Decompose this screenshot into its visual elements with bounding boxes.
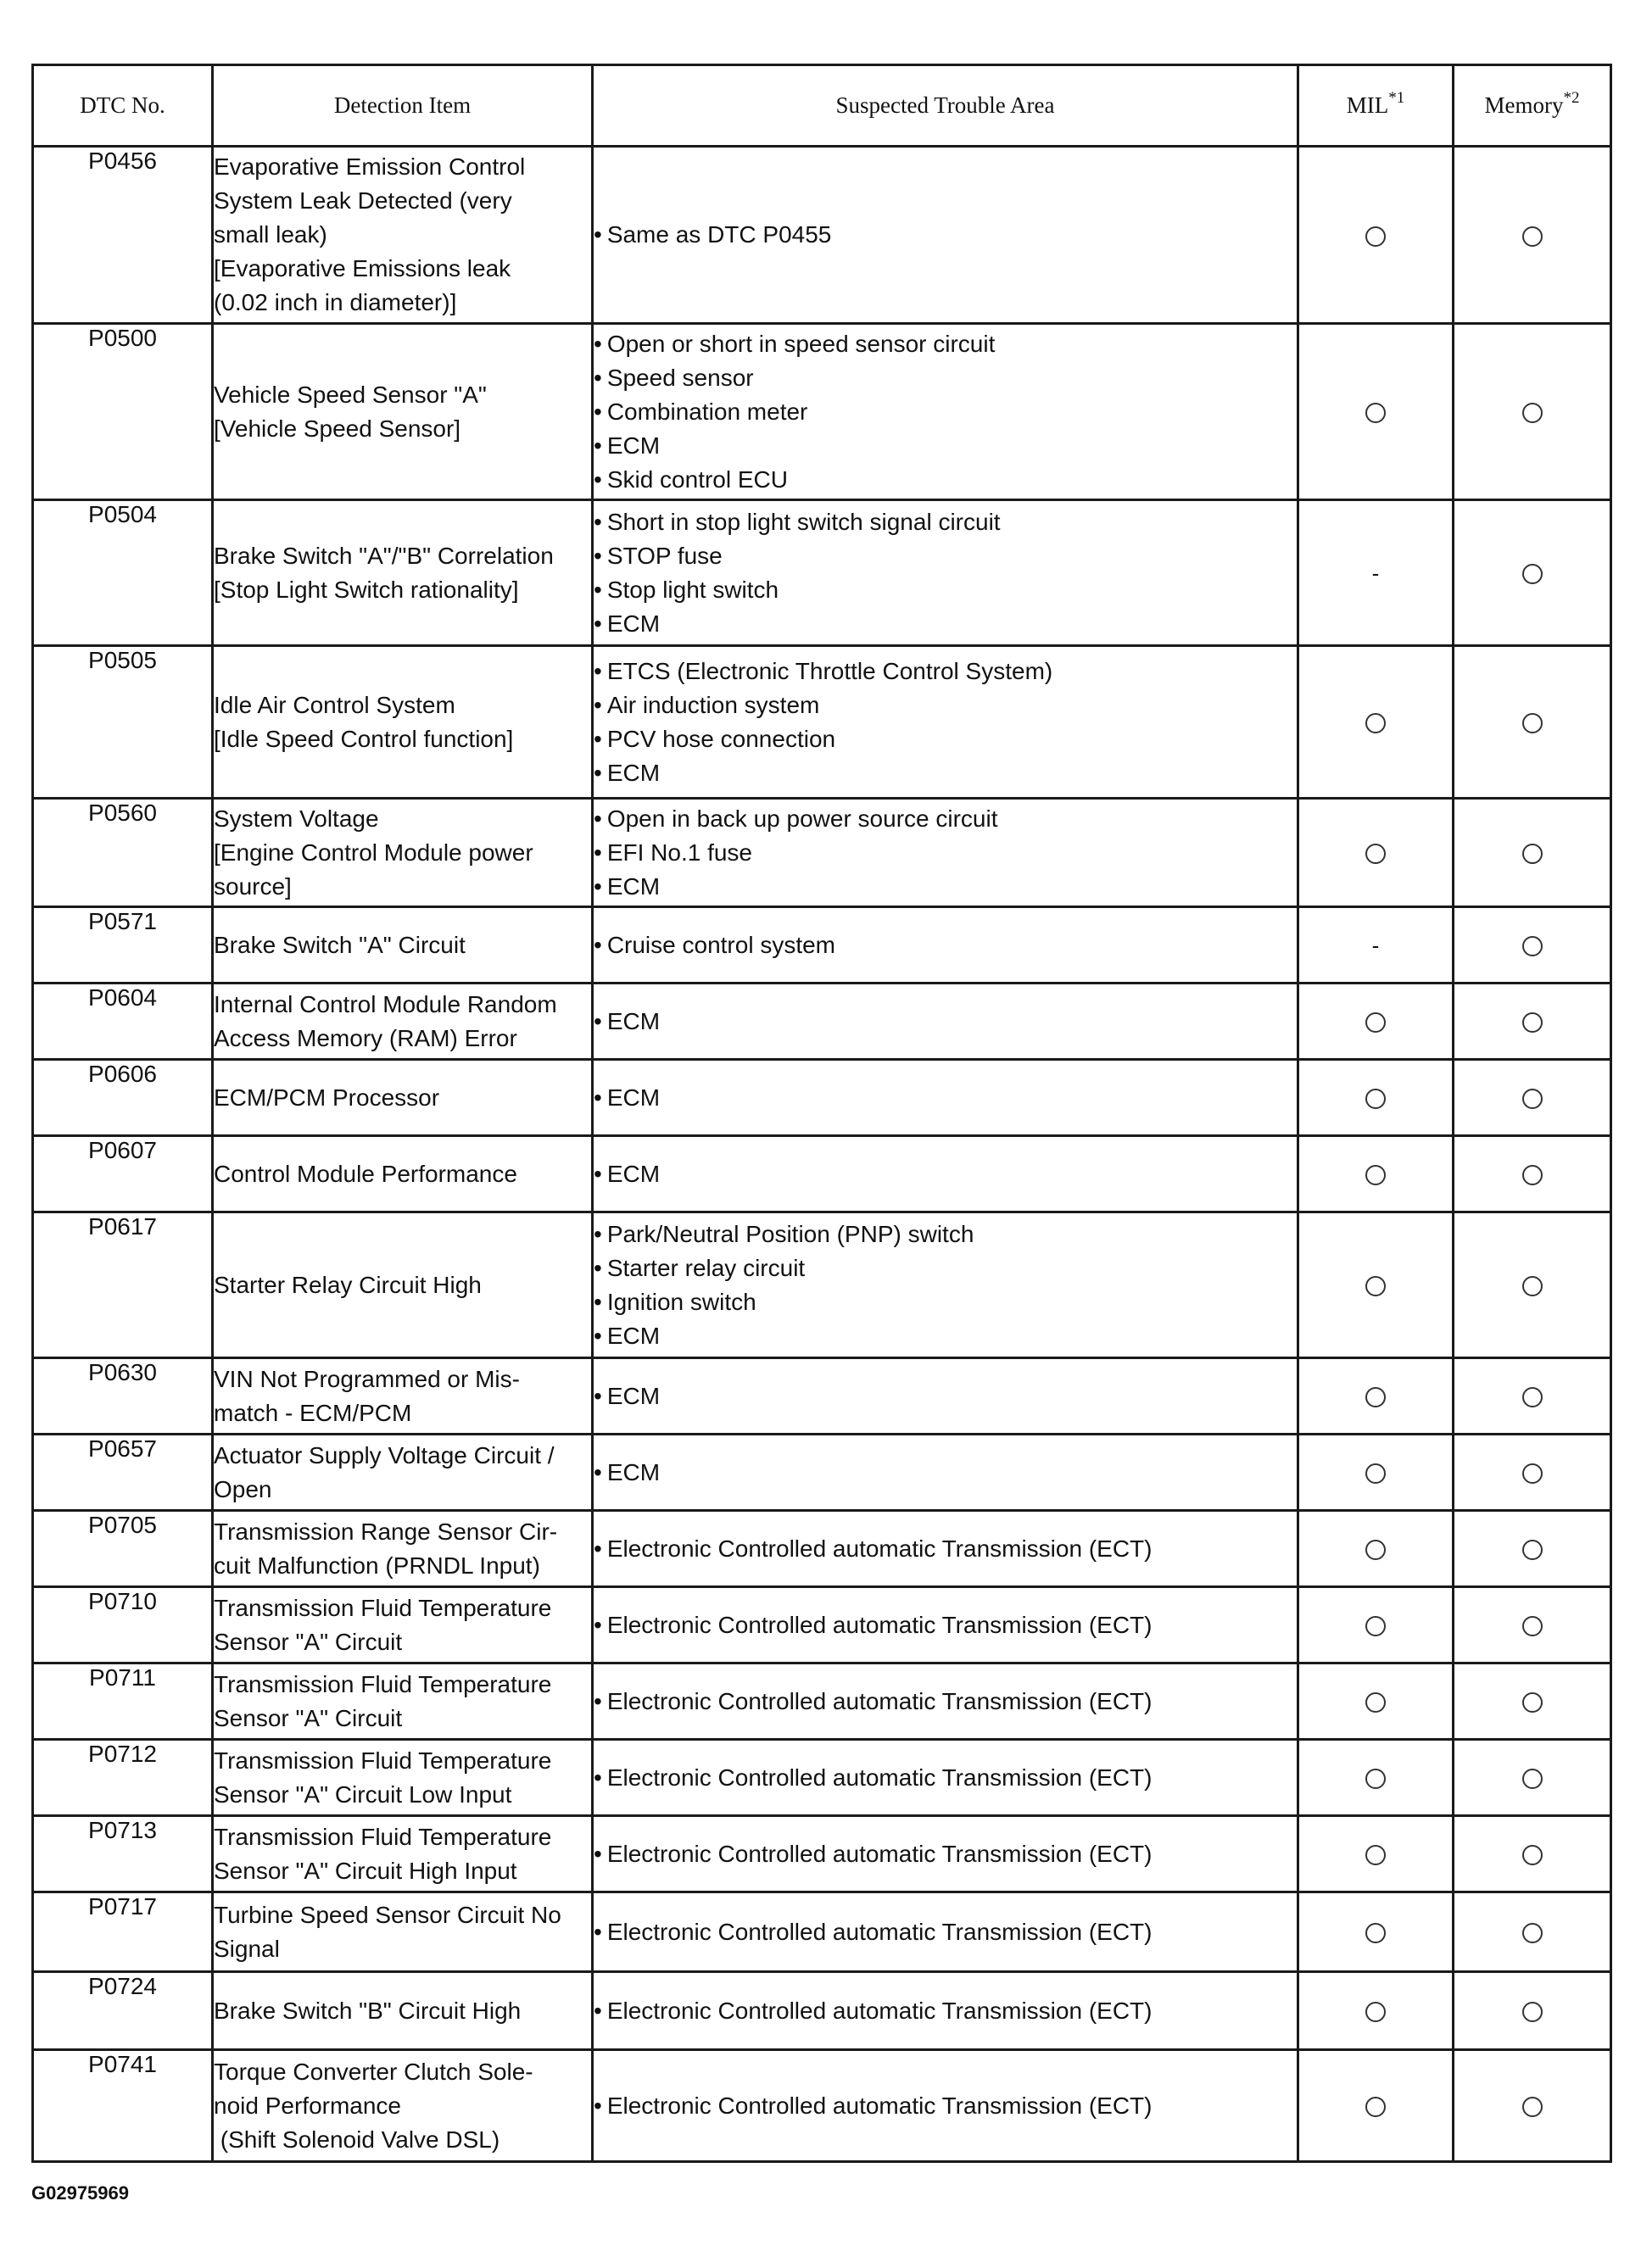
memory-indicator — [1454, 646, 1611, 799]
trouble-area-item: • Electronic Controlled automatic Transmission (ECT) — [594, 1532, 1297, 1566]
table-row — [33, 1358, 1611, 1435]
memory-indicator — [1454, 500, 1611, 646]
trouble-area-item: • Skid control ECU — [594, 463, 1297, 497]
memory-indicator — [1454, 1358, 1611, 1435]
mil-indicator — [1298, 2050, 1454, 2162]
mil-indicator — [1298, 1663, 1454, 1740]
dtc-table — [31, 64, 1612, 2163]
detection-line: Control Module Performance — [214, 1160, 517, 1187]
detection-item — [213, 1060, 593, 1136]
mil-indicator — [1298, 1435, 1454, 1511]
detection-line: Evaporative Emission Control — [214, 153, 526, 180]
trouble-area-item: • Cruise control system — [594, 928, 1297, 962]
detection-line: Open — [214, 1475, 272, 1502]
memory-indicator — [1454, 1972, 1611, 2050]
detection-item — [213, 1212, 593, 1358]
mil-indicator — [1298, 1740, 1454, 1816]
dtc-code: P0711 — [33, 1663, 213, 1740]
trouble-area-item: • Starter relay circuit — [594, 1251, 1297, 1285]
trouble-area-item: • Stop light switch — [594, 573, 1297, 607]
circle-mark-icon — [1522, 226, 1543, 247]
dtc-code: P0607 — [33, 1136, 213, 1212]
trouble-area-item: • Speed sensor — [594, 361, 1297, 395]
table-row — [33, 799, 1611, 907]
detection-line: Turbine Speed Sensor Circuit No — [214, 1901, 561, 1928]
circle-mark-icon — [1522, 1089, 1543, 1109]
circle-mark-icon — [1365, 2002, 1386, 2022]
detection-line: [Evaporative Emissions leak — [214, 255, 511, 281]
table-row — [33, 1587, 1611, 1663]
circle-mark-icon — [1365, 1923, 1386, 1943]
detection-item — [213, 1136, 593, 1212]
mil-indicator — [1298, 1816, 1454, 1892]
table-row — [33, 907, 1611, 984]
memory-footnote: *2 — [1563, 89, 1580, 107]
detection-item — [213, 1358, 593, 1435]
circle-mark-icon — [1522, 403, 1543, 423]
memory-indicator — [1454, 799, 1611, 907]
trouble-area-item: • Electronic Controlled automatic Transmission (ECT) — [594, 2089, 1297, 2123]
trouble-area-item: • Electronic Controlled automatic Transmission (ECT) — [594, 1761, 1297, 1795]
detection-item — [213, 1663, 593, 1740]
table-row — [33, 1435, 1611, 1511]
table-row — [33, 1892, 1611, 1972]
trouble-area-item: • Electronic Controlled automatic Transmission (ECT) — [594, 1994, 1297, 2028]
detection-line: noid Performance — [214, 2092, 402, 2119]
detection-line: (0.02 inch in diameter)] — [214, 289, 457, 315]
suspected-trouble-area — [593, 147, 1298, 324]
detection-item — [213, 1511, 593, 1587]
detection-line: Transmission Fluid Temperature — [214, 1670, 552, 1697]
circle-mark-icon — [1522, 1692, 1543, 1713]
circle-mark-icon — [1522, 936, 1543, 956]
suspected-trouble-area — [593, 984, 1298, 1060]
suspected-trouble-area — [593, 1740, 1298, 1816]
suspected-trouble-area — [593, 1212, 1298, 1358]
dtc-code: P0560 — [33, 799, 213, 907]
trouble-area-item: • Open in back up power source circuit — [594, 802, 1297, 836]
circle-mark-icon — [1365, 1463, 1386, 1484]
dtc-code: P0741 — [33, 2050, 213, 2162]
suspected-trouble-area — [593, 1060, 1298, 1136]
detection-line: Torque Converter Clutch Sole- — [214, 2058, 533, 2085]
mil-indicator — [1298, 1972, 1454, 2050]
table-row — [33, 2050, 1611, 2162]
mil-indicator — [1298, 1358, 1454, 1435]
mil-indicator — [1298, 1511, 1454, 1587]
trouble-area-item: • Electronic Controlled automatic Transmission (ECT) — [594, 1685, 1297, 1719]
detection-line: Starter Relay Circuit High — [214, 1271, 482, 1298]
detection-line: [Idle Speed Control function] — [214, 725, 514, 752]
trouble-area-item: • Combination meter — [594, 395, 1297, 429]
detection-line: Transmission Fluid Temperature — [214, 1747, 552, 1774]
suspected-trouble-area — [593, 1587, 1298, 1663]
suspected-trouble-area — [593, 1816, 1298, 1892]
table-row — [33, 500, 1611, 646]
detection-line: [Engine Control Module power — [214, 839, 533, 866]
circle-mark-icon — [1522, 1463, 1543, 1484]
circle-mark-icon — [1522, 1923, 1543, 1943]
circle-mark-icon — [1365, 1012, 1386, 1033]
circle-mark-icon — [1365, 1276, 1386, 1296]
dtc-code: P0456 — [33, 147, 213, 324]
dtc-code: P0504 — [33, 500, 213, 646]
detection-line: Transmission Fluid Temperature — [214, 1823, 552, 1850]
circle-mark-icon — [1522, 1616, 1543, 1636]
dash-mark: - — [1371, 932, 1380, 958]
memory-indicator — [1454, 324, 1611, 500]
memory-indicator — [1454, 1587, 1611, 1663]
detection-item — [213, 1816, 593, 1892]
figure-id: G02975969 — [31, 2182, 129, 2204]
mil-indicator — [1298, 1060, 1454, 1136]
dtc-code: P0630 — [33, 1358, 213, 1435]
trouble-area-item: • ECM — [594, 1319, 1297, 1353]
memory-indicator — [1454, 2050, 1611, 2162]
memory-indicator — [1454, 1816, 1611, 1892]
detection-line: System Leak Detected (very — [214, 187, 512, 214]
mil-indicator — [1298, 500, 1454, 646]
mil-footnote: *1 — [1388, 89, 1405, 107]
detection-item — [213, 799, 593, 907]
table-row — [33, 1740, 1611, 1816]
circle-mark-icon — [1365, 1089, 1386, 1109]
memory-indicator — [1454, 1892, 1611, 1972]
detection-item — [213, 2050, 593, 2162]
detection-line: VIN Not Programmed or Mis- — [214, 1365, 520, 1392]
dtc-code: P0604 — [33, 984, 213, 1060]
circle-mark-icon — [1522, 1276, 1543, 1296]
circle-mark-icon — [1522, 1387, 1543, 1407]
table-row — [33, 1972, 1611, 2050]
header-row — [33, 65, 1611, 147]
suspected-trouble-area — [593, 2050, 1298, 2162]
detection-line: Actuator Supply Voltage Circuit / — [214, 1441, 555, 1468]
detection-line: cuit Malfunction (PRNDL Input) — [214, 1552, 540, 1579]
detection-line: Brake Switch "A"/"B" Correlation — [214, 542, 554, 569]
circle-mark-icon — [1365, 1845, 1386, 1865]
circle-mark-icon — [1365, 713, 1386, 733]
dtc-code: P0617 — [33, 1212, 213, 1358]
mil-indicator — [1298, 1136, 1454, 1212]
detection-line: source] — [214, 872, 292, 900]
memory-indicator — [1454, 1060, 1611, 1136]
trouble-area-item: • Electronic Controlled automatic Transmission (ECT) — [594, 1837, 1297, 1871]
memory-indicator — [1454, 907, 1611, 984]
trouble-area-item: • Short in stop light switch signal circuit — [594, 505, 1297, 539]
circle-mark-icon — [1365, 1387, 1386, 1407]
circle-mark-icon — [1522, 564, 1543, 584]
circle-mark-icon — [1522, 844, 1543, 864]
trouble-area-item: • PCV hose connection — [594, 722, 1297, 756]
circle-mark-icon — [1522, 1540, 1543, 1560]
dtc-code: P0712 — [33, 1740, 213, 1816]
detection-line: Idle Air Control System — [214, 691, 455, 718]
mil-indicator — [1298, 799, 1454, 907]
circle-mark-icon — [1365, 1540, 1386, 1560]
trouble-area-item: • ECM — [594, 870, 1297, 904]
detection-line: Brake Switch "B" Circuit High — [214, 1997, 522, 2024]
circle-mark-icon — [1365, 1165, 1386, 1185]
trouble-area-item: • ECM — [594, 1005, 1297, 1039]
suspected-trouble-area — [593, 907, 1298, 984]
detection-line: Sensor "A" Circuit Low Input — [214, 1780, 512, 1808]
suspected-trouble-area — [593, 1358, 1298, 1435]
table-row — [33, 1136, 1611, 1212]
mil-indicator — [1298, 324, 1454, 500]
trouble-area-item: • ECM — [594, 1379, 1297, 1413]
circle-mark-icon — [1365, 2097, 1386, 2117]
trouble-area-item: • Electronic Controlled automatic Transmission (ECT) — [594, 1608, 1297, 1642]
detection-line: match - ECM/PCM — [214, 1399, 412, 1426]
table-row — [33, 1060, 1611, 1136]
detection-line: Sensor "A" Circuit High Input — [214, 1857, 517, 1884]
detection-item — [213, 500, 593, 646]
dtc-code: P0606 — [33, 1060, 213, 1136]
table-row — [33, 646, 1611, 799]
detection-item — [213, 984, 593, 1060]
mil-indicator — [1298, 1587, 1454, 1663]
memory-indicator — [1454, 1663, 1611, 1740]
circle-mark-icon — [1522, 713, 1543, 733]
detection-line: Transmission Fluid Temperature — [214, 1594, 552, 1621]
dtc-code: P0713 — [33, 1816, 213, 1892]
memory-indicator — [1454, 1212, 1611, 1358]
trouble-area-item: • ECM — [594, 1157, 1297, 1191]
detection-item — [213, 1587, 593, 1663]
detection-line: ECM/PCM Processor — [214, 1084, 440, 1111]
detection-item — [213, 1972, 593, 2050]
circle-mark-icon — [1365, 1769, 1386, 1789]
circle-mark-icon — [1365, 1616, 1386, 1636]
dtc-code: P0717 — [33, 1892, 213, 1972]
suspected-trouble-area — [593, 1511, 1298, 1587]
suspected-trouble-area — [593, 1435, 1298, 1511]
suspected-trouble-area — [593, 324, 1298, 500]
memory-indicator — [1454, 1136, 1611, 1212]
memory-indicator — [1454, 1435, 1611, 1511]
suspected-trouble-area — [593, 500, 1298, 646]
trouble-area-item: • ECM — [594, 607, 1297, 641]
circle-mark-icon — [1365, 1692, 1386, 1713]
detection-line: Vehicle Speed Sensor "A" — [214, 381, 487, 408]
suspected-trouble-area — [593, 646, 1298, 799]
circle-mark-icon — [1522, 2002, 1543, 2022]
trouble-area-item: • ECM — [594, 1456, 1297, 1490]
detection-line: Internal Control Module Random — [214, 990, 557, 1017]
trouble-area-item: • ECM — [594, 429, 1297, 463]
trouble-area-item: • Electronic Controlled automatic Transmission (ECT) — [594, 1915, 1297, 1949]
dtc-table-body — [33, 147, 1611, 2162]
trouble-area-item: • Ignition switch — [594, 1285, 1297, 1319]
memory-indicator — [1454, 984, 1611, 1060]
dash-mark: - — [1371, 560, 1380, 586]
detection-item — [213, 147, 593, 324]
circle-mark-icon — [1365, 844, 1386, 864]
detection-line: Access Memory (RAM) Error — [214, 1024, 517, 1051]
trouble-area-item: • ETCS (Electronic Throttle Control System) — [594, 655, 1297, 688]
trouble-area-item: • STOP fuse — [594, 539, 1297, 573]
suspected-trouble-area — [593, 1972, 1298, 2050]
trouble-area-item: • EFI No.1 fuse — [594, 836, 1297, 870]
detection-item — [213, 1892, 593, 1972]
header-dtc-no: DTC No. — [33, 65, 213, 147]
trouble-area-item: • Open or short in speed sensor circuit — [594, 327, 1297, 361]
detection-item — [213, 646, 593, 799]
table-row — [33, 1663, 1611, 1740]
circle-mark-icon — [1365, 403, 1386, 423]
mil-indicator — [1298, 646, 1454, 799]
dtc-code: P0571 — [33, 907, 213, 984]
detection-line: Signal — [214, 1935, 280, 1962]
dtc-code: P0710 — [33, 1587, 213, 1663]
trouble-area-item: • ECM — [594, 756, 1297, 790]
mil-indicator — [1298, 1212, 1454, 1358]
dtc-code: P0724 — [33, 1972, 213, 2050]
mil-indicator — [1298, 984, 1454, 1060]
circle-mark-icon — [1522, 2097, 1543, 2117]
mil-indicator — [1298, 147, 1454, 324]
header-mil: MIL$^{*1}$ — [1298, 65, 1454, 147]
circle-mark-icon — [1522, 1165, 1543, 1185]
mil-indicator — [1298, 907, 1454, 984]
detection-line: Sensor "A" Circuit — [214, 1628, 403, 1655]
table-row — [33, 1816, 1611, 1892]
trouble-area-item: • Park/Neutral Position (PNP) switch — [594, 1218, 1297, 1251]
suspected-trouble-area — [593, 1892, 1298, 1972]
header-suspected-area: Suspected Trouble Area — [593, 65, 1298, 147]
detection-line: Sensor "A" Circuit — [214, 1704, 403, 1731]
header-memory: Memory$^{*2}$ — [1454, 65, 1611, 147]
trouble-area-item: • Air induction system — [594, 688, 1297, 722]
detection-line: System Voltage — [214, 805, 379, 832]
suspected-trouble-area — [593, 799, 1298, 907]
table-row — [33, 1511, 1611, 1587]
circle-mark-icon — [1522, 1845, 1543, 1865]
dtc-code: P0505 — [33, 646, 213, 799]
detection-line: small leak) — [214, 221, 327, 248]
dtc-code: P0500 — [33, 324, 213, 500]
detection-line: [Vehicle Speed Sensor] — [214, 415, 461, 442]
table-row — [33, 1212, 1611, 1358]
dtc-code: P0657 — [33, 1435, 213, 1511]
suspected-trouble-area — [593, 1663, 1298, 1740]
memory-indicator — [1454, 1511, 1611, 1587]
detection-item — [213, 907, 593, 984]
table-row — [33, 984, 1611, 1060]
trouble-area-item: • Same as DTC P0455 — [594, 218, 1297, 252]
detection-item — [213, 324, 593, 500]
memory-indicator — [1454, 1740, 1611, 1816]
detection-line: (Shift Solenoid Valve DSL) — [214, 2126, 500, 2153]
table-row — [33, 324, 1611, 500]
trouble-area-item: • ECM — [594, 1081, 1297, 1115]
dtc-code: P0705 — [33, 1511, 213, 1587]
detection-line: Brake Switch "A" Circuit — [214, 931, 466, 958]
detection-line: Transmission Range Sensor Cir- — [214, 1518, 558, 1545]
detection-line: [Stop Light Switch rationality] — [214, 576, 519, 603]
circle-mark-icon — [1522, 1769, 1543, 1789]
suspected-trouble-area — [593, 1136, 1298, 1212]
table-row — [33, 147, 1611, 324]
mil-indicator — [1298, 1892, 1454, 1972]
circle-mark-icon — [1522, 1012, 1543, 1033]
memory-indicator — [1454, 147, 1611, 324]
detection-item — [213, 1740, 593, 1816]
detection-item — [213, 1435, 593, 1511]
header-detection-item: Detection Item — [213, 65, 593, 147]
circle-mark-icon — [1365, 226, 1386, 247]
